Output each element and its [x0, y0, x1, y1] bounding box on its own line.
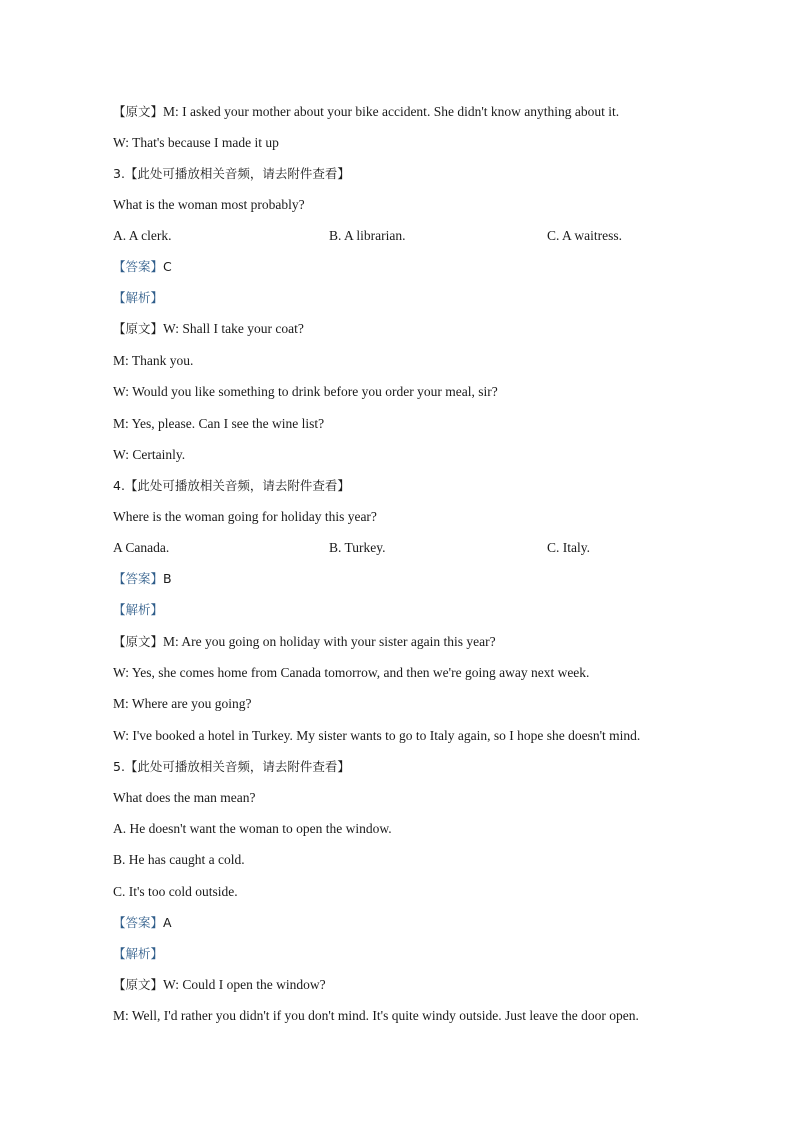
question-5-title: 5.【此处可播放相关音频，请去附件查看】 — [113, 759, 350, 774]
question-4-text: Where is the woman going for holiday this year? — [113, 509, 377, 524]
answer-value: A — [163, 915, 172, 930]
question-3-answer — [113, 256, 172, 278]
dialogue-line: W: Yes, she comes home from Canada tomorrow, and then we're going away next week. — [113, 665, 590, 680]
source-tag: 【原文】 — [113, 977, 164, 992]
dialogue-line: M: Where are you going? — [113, 696, 252, 711]
source-tag: 【原文】 — [113, 634, 164, 649]
dialogue-text: W: Could I open the window? — [163, 977, 326, 992]
answer-tag: 【答案】 — [113, 259, 164, 274]
dialogue-text: M: I asked your mother about your bike accident. She didn't know anything about it. — [163, 104, 620, 119]
dialogue-line: M: Yes, please. Can I see the wine list? — [113, 416, 325, 431]
question-3-option-b: B. A librarian. — [329, 228, 406, 243]
question-5-option-b: B. He has caught a cold. — [113, 852, 245, 867]
question-4-option-a: A Canada. — [113, 540, 170, 555]
question-3-text: What is the woman most probably? — [113, 197, 305, 212]
dialogue-line: W: Certainly. — [113, 447, 186, 462]
dialogue-line: M: Thank you. — [113, 353, 194, 368]
question-4-title: 4.【此处可播放相关音频，请去附件查看】 — [113, 478, 350, 493]
source-tag: 【原文】 — [113, 321, 164, 336]
question-4-analysis: 【解析】 — [113, 602, 164, 617]
question-5-analysis: 【解析】 — [113, 946, 164, 961]
question-3-option-c: C. A waitress. — [547, 228, 623, 243]
dialogue-line: M: Well, I'd rather you didn't if you don't mind. It's quite windy outside. Just leave the door open. — [113, 1008, 639, 1023]
dialogue-text: W: Shall I take your coat? — [163, 321, 304, 336]
question-3-analysis: 【解析】 — [113, 290, 164, 305]
question-5-answer — [113, 912, 172, 934]
dialogue-line: W: Would you like something to drink before you order your meal, sir? — [113, 384, 498, 399]
source-tag: 【原文】 — [113, 104, 164, 119]
answer-value: B — [163, 571, 172, 586]
question-3-title: 3.【此处可播放相关音频，请去附件查看】 — [113, 166, 350, 181]
source-line — [113, 318, 304, 340]
question-4-answer — [113, 568, 172, 590]
question-5-text: What does the man mean? — [113, 790, 256, 805]
answer-value: C — [163, 259, 172, 274]
answer-tag: 【答案】 — [113, 915, 164, 930]
answer-tag: 【答案】 — [113, 571, 164, 586]
source-line — [113, 101, 619, 123]
dialogue-text: M: Are you going on holiday with your sister again this year? — [163, 634, 496, 649]
question-5-option-a: A. He doesn't want the woman to open the window. — [113, 821, 392, 836]
dialogue-line: W: I've booked a hotel in Turkey. My sister wants to go to Italy again, so I hope she doesn't mind. — [113, 728, 641, 743]
question-3-option-a: A. A clerk. — [113, 228, 172, 243]
question-4-option-c: C. Italy. — [547, 540, 590, 555]
source-line — [113, 974, 326, 996]
source-line — [113, 631, 496, 653]
question-4-option-b: B. Turkey. — [329, 540, 386, 555]
dialogue-line: W: That's because I made it up — [113, 135, 279, 150]
question-5-option-c: C. It's too cold outside. — [113, 884, 238, 899]
